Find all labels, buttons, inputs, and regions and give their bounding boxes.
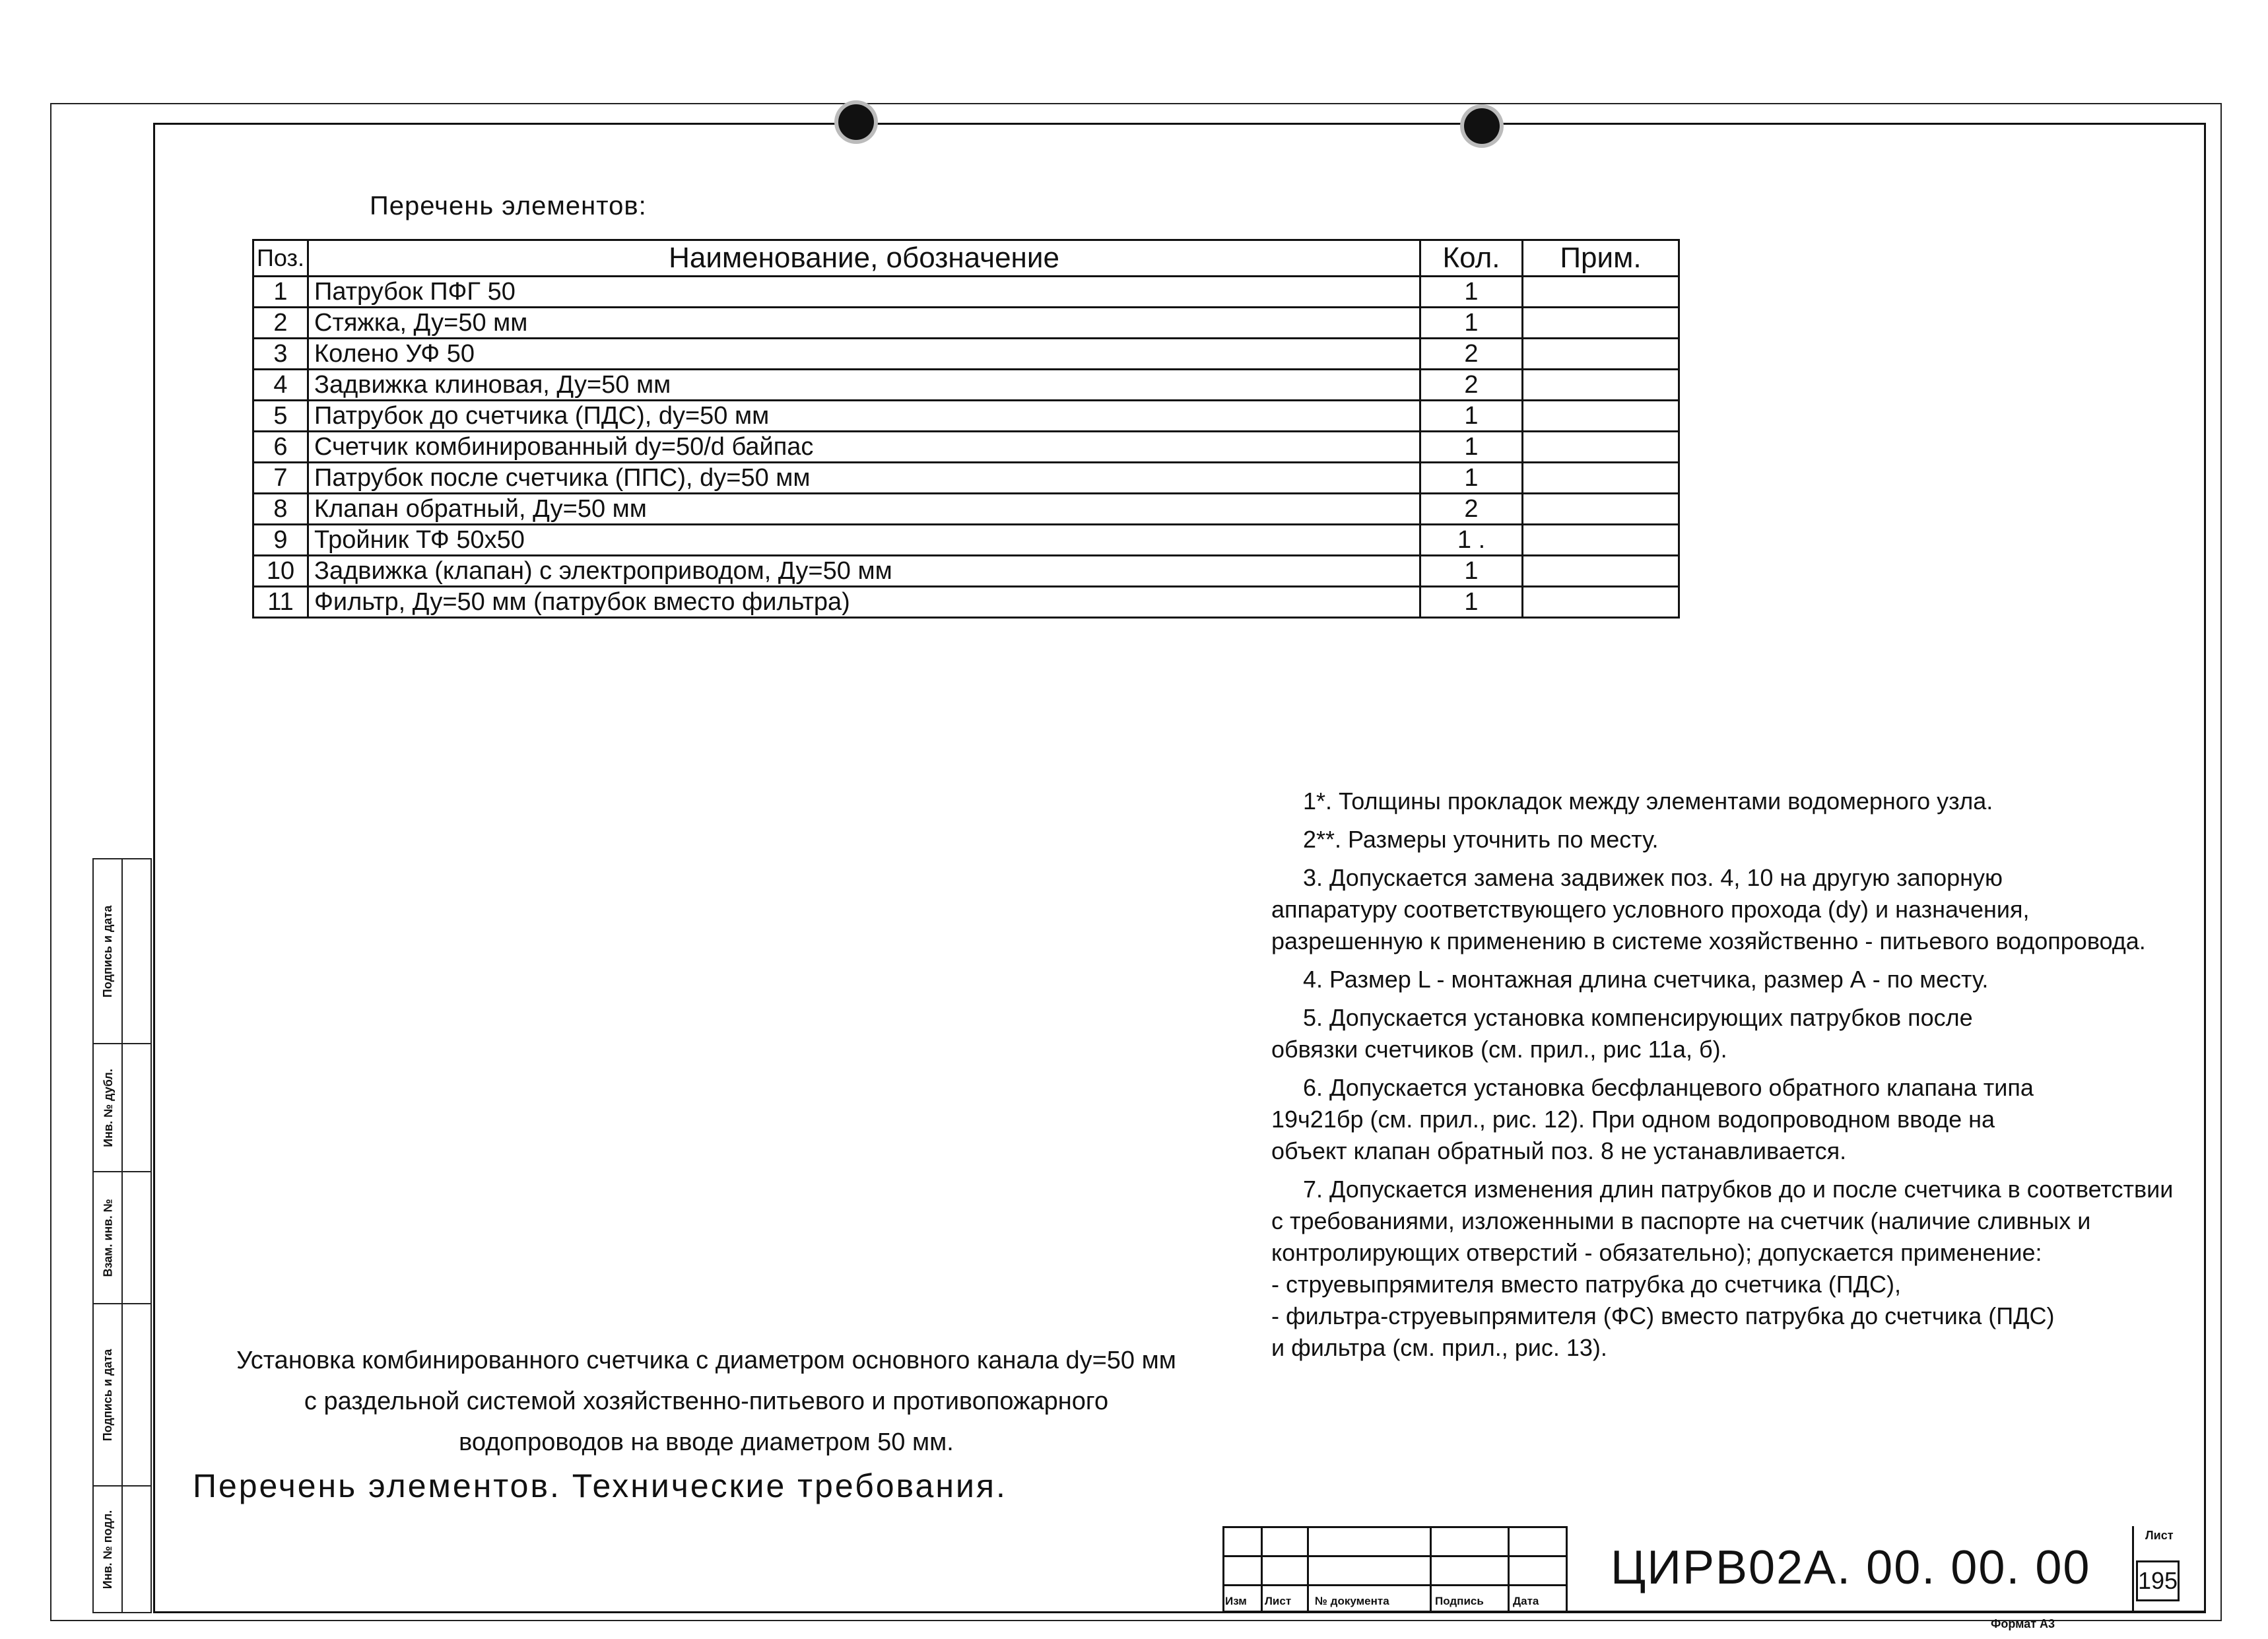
note-line: разрешенную к применению в системе хозяйственно - питьевого водопровода. [1271,927,2146,954]
cell-qty: 2 [1420,339,1523,370]
table-row [253,525,1679,556]
cell-note [1523,463,1679,494]
note-line: с требованиями, изложенными в паспорте на счетчик (наличие сливных и [1271,1207,2091,1234]
cell-qty: 1 [1420,432,1523,463]
note-7 [1271,1174,2182,1364]
tb-label-date: Дата [1513,1595,1539,1607]
cell-qty: 2 [1420,370,1523,401]
stamp-label: Подпись и дата [101,905,115,997]
cell-note [1523,525,1679,556]
cell-pos: 9 [253,525,308,556]
note-line: 19ч21бр (см. прил., рис. 12). При одном водопроводном вводе на [1271,1106,1995,1133]
note-line: - фильтра-струевыпрямителя (ФС) вместо патрубка до счетчика (ПДС) [1271,1302,2055,1329]
sheet-subtitle: Перечень элементов. Технические требования. [193,1467,1007,1504]
document-code: ЦИРВ02А. 00. 00. 00 [1611,1541,2091,1594]
cell-qty: 1 [1420,308,1523,339]
cell-note [1523,370,1679,401]
note-6 [1271,1072,2182,1167]
stamp-cell [94,1304,150,1487]
cell-note [1523,277,1679,308]
cell-name: Задвижка клиновая, Ду=50 мм [308,370,1420,401]
cell-note [1523,401,1679,432]
cell-qty: 1 [1420,463,1523,494]
table-row [253,339,1679,370]
side-stamp [92,858,152,1613]
cell-qty: 1 [1420,401,1523,432]
cell-name: Стяжка, Ду=50 мм [308,308,1420,339]
cell-note [1523,432,1679,463]
note-line: 5. Допускается установка компенсирующих патрубков после [1303,1004,1973,1031]
note-line: 3. Допускается замена задвижек поз. 4, 10 на другую запорную [1303,864,2003,891]
table-row [253,277,1679,308]
stamp-cell [94,859,150,1044]
sheet-label: Лист [2145,1529,2174,1542]
cell-pos: 4 [253,370,308,401]
header-qty: Кол. [1420,240,1523,277]
cell-pos: 8 [253,494,308,525]
note-1: 1*. Толщины прокладок между элементами водомерного узла. [1303,787,1993,815]
caption-line: с раздельной системой хозяйственно-питьевого и противопожарного [304,1388,1109,1415]
cell-name: Патрубок до счетчика (ПДС), dy=50 мм [308,401,1420,432]
table-row [253,370,1679,401]
note-3 [1271,862,2182,957]
note-line: 7. Допускается изменения длин патрубков до и после счетчика в соответствии [1303,1176,2174,1203]
stamp-label: Взам. инв. № [101,1198,115,1277]
table-row [253,556,1679,587]
note-line: обвязки счетчиков (см. прил., рис 11а, б). [1271,1036,1727,1063]
caption-line: Установка комбинированного счетчика с диаметром основного канала dy=50 мм [236,1347,1176,1374]
format-label: Формат А3 [1991,1617,2055,1630]
cell-pos: 10 [253,556,308,587]
table-header-row [253,240,1679,277]
cell-pos: 7 [253,463,308,494]
table-row [253,432,1679,463]
cell-qty: 1 [1420,587,1523,618]
cell-name: Патрубок после счетчика (ППС), dy=50 мм [308,463,1420,494]
table-row [253,494,1679,525]
table-row [253,401,1679,432]
caption-line: водопроводов на вводе диаметром 50 мм. [459,1428,954,1456]
cell-name: Задвижка (клапан) с электроприводом, Ду=50 мм [308,556,1420,587]
cell-name: Счетчик комбинированный dy=50/d байпас [308,432,1420,463]
cell-pos: 5 [253,401,308,432]
note-line: и фильтра (см. прил., рис. 13). [1271,1334,1607,1361]
tb-label-signature: Подпись [1435,1595,1484,1607]
cell-qty: 2 [1420,494,1523,525]
stamp-cell [94,1044,150,1172]
cell-qty: 1 [1420,556,1523,587]
cell-qty: 1 . [1420,525,1523,556]
note-line: 6. Допускается установка бесфланцевого обратного клапана типа [1303,1074,2034,1101]
cell-qty: 1 [1420,277,1523,308]
stamp-label: Инв. № подл. [101,1510,115,1589]
cell-name: Колено УФ 50 [308,339,1420,370]
stamp-cell [94,1487,150,1612]
note-line: контролирующих отверстий - обязательно); допускается применение: [1271,1239,2042,1266]
tb-label-change: Изм [1225,1595,1247,1607]
cell-note [1523,587,1679,618]
cell-note [1523,308,1679,339]
cell-note [1523,494,1679,525]
tb-label-document: № документа [1315,1595,1389,1607]
table-row [253,463,1679,494]
table-row [253,308,1679,339]
stamp-label: Подпись и дата [101,1349,115,1441]
cell-note [1523,339,1679,370]
note-2: 2**. Размеры уточнить по месту. [1303,826,1659,853]
cell-note [1523,556,1679,587]
cell-name: Патрубок ПФГ 50 [308,277,1420,308]
header-pos: Поз. [253,240,308,277]
tb-label-sheet: Лист [1265,1595,1292,1607]
drawing-caption [198,1340,1215,1463]
cell-name: Фильтр, Ду=50 мм (патрубок вместо фильтра) [308,587,1420,618]
cell-pos: 3 [253,339,308,370]
cell-name: Тройник ТФ 50х50 [308,525,1420,556]
note-line: объект клапан обратный поз. 8 не устанавливается. [1271,1137,1847,1164]
note-line: аппаратуру соответствующего условного прохода (dy) и назначения, [1271,896,2030,923]
cell-pos: 6 [253,432,308,463]
stamp-cell [94,1172,150,1304]
technical-notes [1271,786,2182,1370]
header-note: Прим. [1523,240,1679,277]
punch-hole-icon [1464,108,1500,144]
note-5 [1271,1002,2182,1065]
cell-pos: 2 [253,308,308,339]
stamp-label: Инв. № дубл. [101,1068,115,1147]
elements-table [252,239,1680,619]
cell-pos: 1 [253,277,308,308]
note-line: - струевыпрямителя вместо патрубка до счетчика (ПДС), [1271,1271,1901,1298]
sheet-number: 195 [2136,1560,2180,1601]
note-4: 4. Размер L - монтажная длина счетчика, размер А - по месту. [1303,966,1989,993]
list-heading: Перечень элементов: [370,191,647,220]
table-row [253,587,1679,618]
punch-hole-icon [838,104,874,140]
cell-name: Клапан обратный, Ду=50 мм [308,494,1420,525]
header-name: Наименование, обозначение [308,240,1420,277]
cell-pos: 11 [253,587,308,618]
